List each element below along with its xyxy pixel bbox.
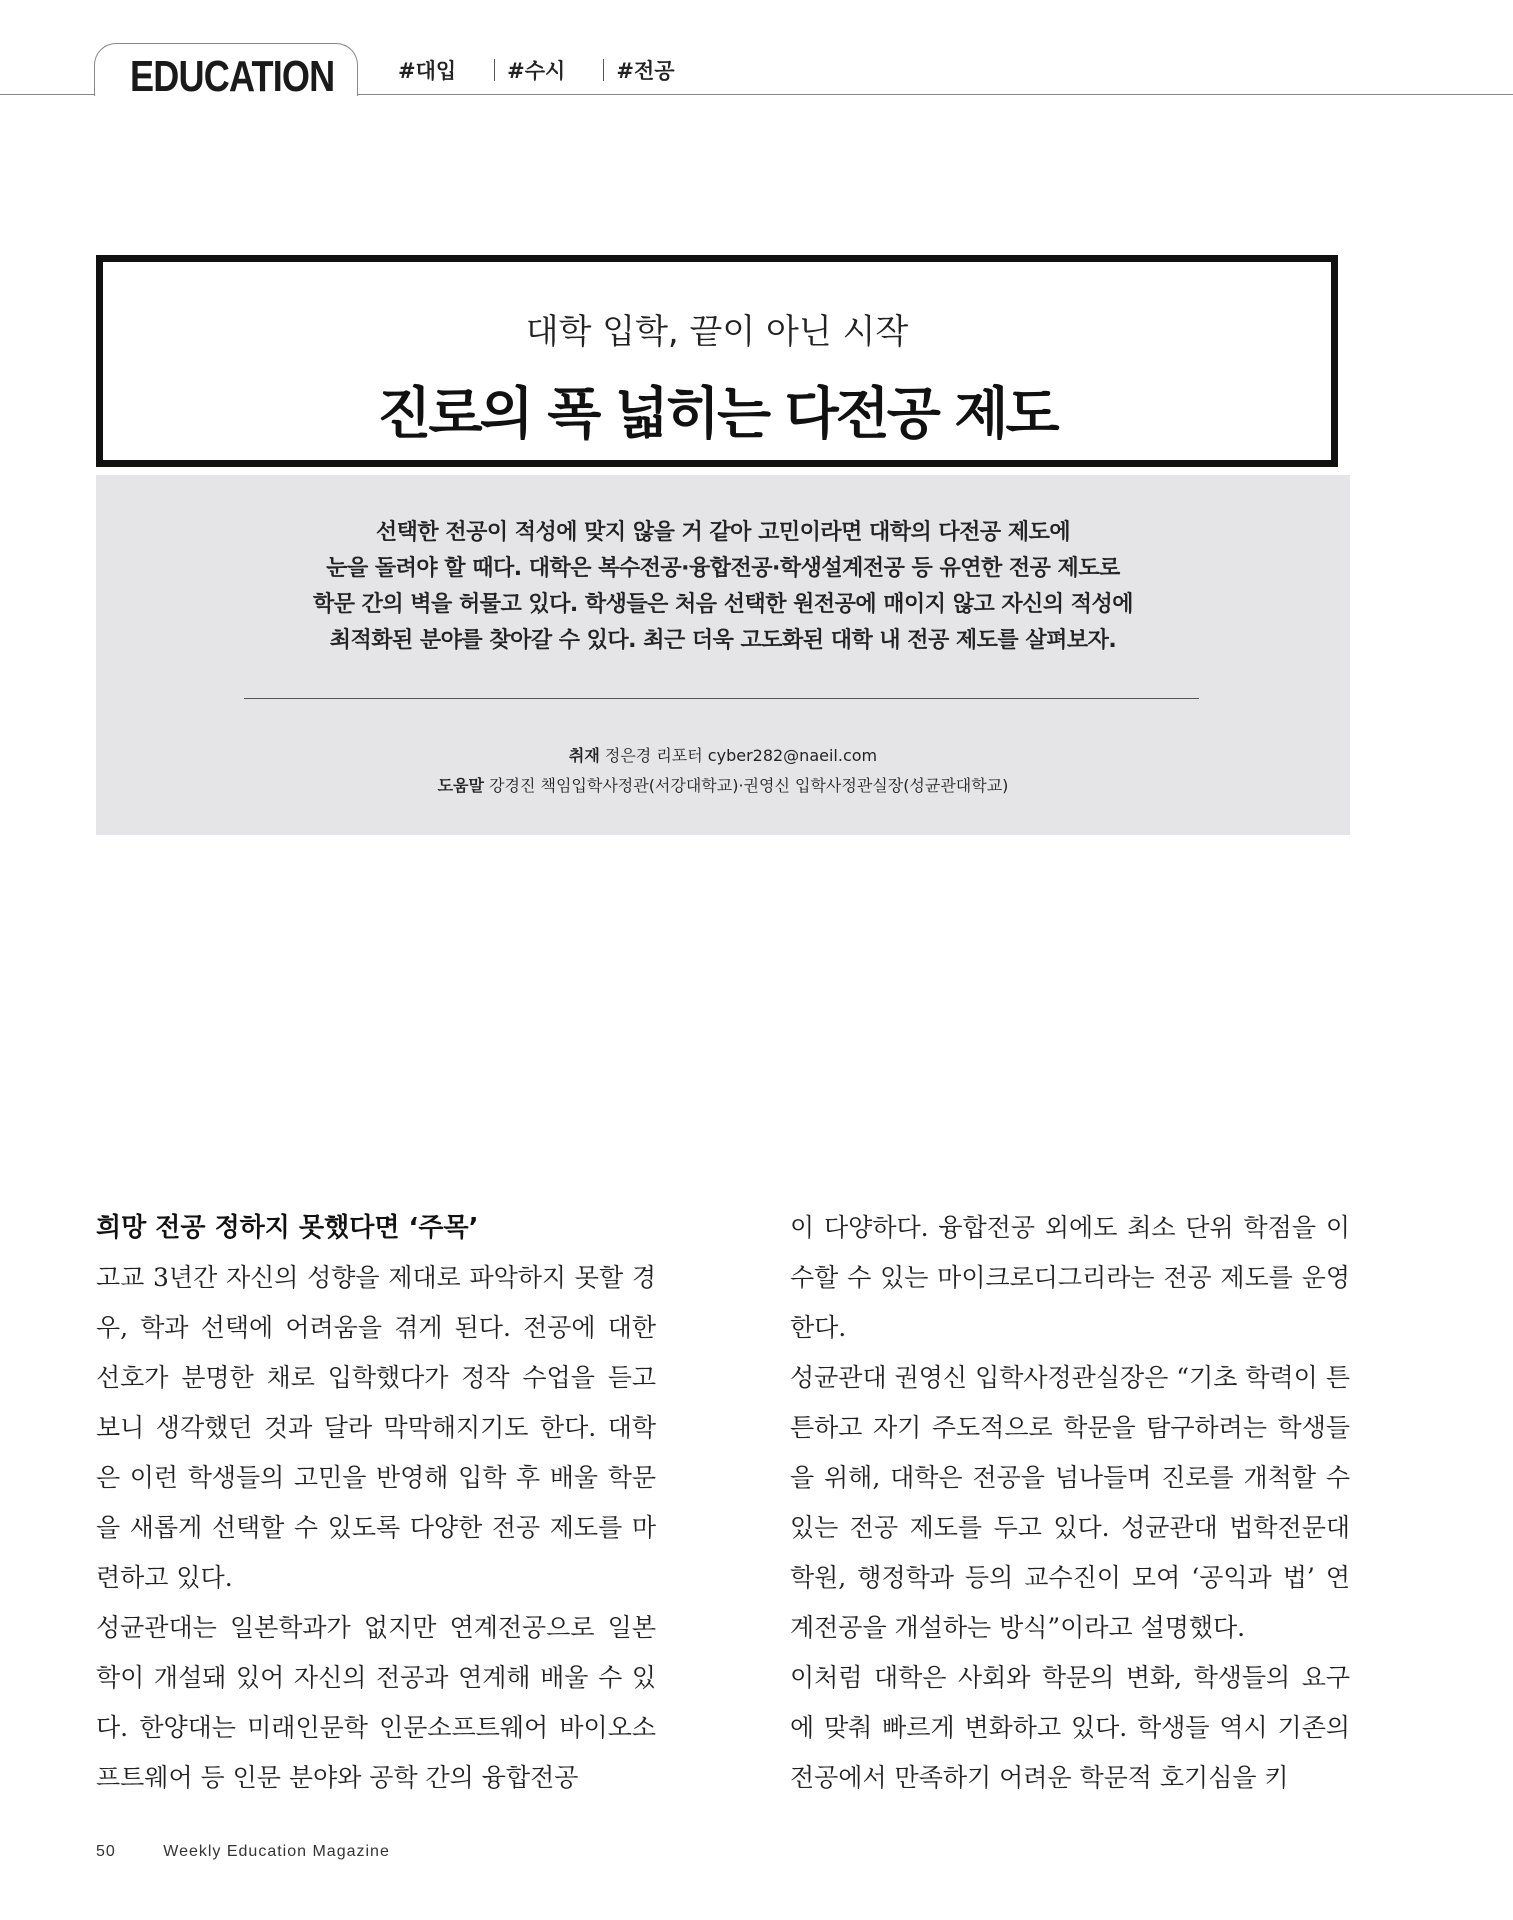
tag-list <box>398 55 713 85</box>
reporter-info: 정은경 리포터 cyber282@naeil.com <box>604 746 878 765</box>
page-number: 50 <box>96 1843 116 1860</box>
credits <box>96 741 1350 801</box>
body-column-right <box>790 1203 1350 1803</box>
lead-box <box>96 475 1350 835</box>
lead-line: 눈을 돌려야 할 때다. 대학은 복수전공·융합전공·학생설계전공 등 유연한 전공 제도로 <box>326 556 1120 581</box>
magazine-name: Weekly Education Magazine <box>163 1843 390 1860</box>
help-info: 강경진 책임입학사정관(서강대학교)·권영신 입학사정관실장(성균관대학교) <box>489 776 1009 795</box>
article-subtitle: 대학 입학, 끝이 아닌 시작 <box>525 312 909 352</box>
tag-divider <box>494 59 495 81</box>
page-footer <box>96 1843 390 1861</box>
body-paragraph: 성균관대는 일본학과가 없지만 연계전공으로 일본학이 개설돼 있어 자신의 전공과 연계해 배울 수 있다. 한양대는 미래인문학 인문소프트웨어 바이오소프트웨어 등 인문 분야와 공학 간의 융합전공 <box>96 1613 656 1792</box>
tag-item[interactable]: #전공 <box>616 59 675 83</box>
tag-item[interactable]: #수시 <box>507 59 566 83</box>
body-column-left <box>96 1203 656 1803</box>
reporter-credit <box>96 741 1350 771</box>
lead-text <box>96 515 1350 659</box>
body-paragraph: 고교 3년간 자신의 성향을 제대로 파악하지 못할 경우, 학과 선택에 어려움을 겪게 된다. 전공에 대한 선호가 분명한 채로 입학했다가 정작 수업을 듣고 보니 생각했던 것과 달라 막막해지기도 한다. 대학은 이런 학생들의 고민을 반영해 입학 후 배울 학문을 새롭게 선택할 수 있도록 다양한 전공 제도를 마련하고 있다. <box>96 1263 656 1592</box>
lead-line: 최적화된 분야를 찾아갈 수 있다. 최근 더욱 고도화된 대학 내 전공 제도를 살펴보자. <box>329 628 1117 653</box>
body-paragraph: 성균관대 권영신 입학사정관실장은 “기초 학력이 튼튼하고 자기 주도적으로 학문을 탐구하려는 학생들을 위해, 대학은 전공을 넘나들며 진로를 개척할 수 있는 전공 제도를 두고 있다. 성균관대 법학전문대학원, 행정학과 등의 교수진이 모여 ‘공익과 법’ 연계전공을 개설하는 방식”이라고 설명했다. <box>790 1363 1350 1642</box>
body-paragraph: 이 다양하다. 융합전공 외에도 최소 단위 학점을 이수할 수 있는 마이크로디그리라는 전공 제도를 운영한다. <box>790 1213 1350 1342</box>
reporter-label: 취재 <box>568 746 600 765</box>
lead-line: 선택한 전공이 적성에 맞지 않을 거 같아 고민이라면 대학의 다전공 제도에 <box>375 520 1071 545</box>
section-title: EDUCATION <box>130 52 335 101</box>
help-label: 도움말 <box>437 776 484 795</box>
section-heading: 희망 전공 정하지 못했다면 ‘주목’ <box>96 1213 479 1243</box>
tag-divider <box>603 59 604 81</box>
title-box <box>96 255 1338 467</box>
article-headline: 진로의 폭 넓히는 다전공 제도 <box>377 382 1057 447</box>
lead-line: 학문 간의 벽을 허물고 있다. 학생들은 처음 선택한 원전공에 매이지 않고 자신의 적성에 <box>312 592 1134 617</box>
body-paragraph: 이처럼 대학은 사회와 학문의 변화, 학생들의 요구에 맞춰 빠르게 변화하고 있다. 학생들 역시 기존의 전공에서 만족하기 어려운 학문적 호기심을 키 <box>790 1663 1350 1792</box>
tag-item[interactable]: #대입 <box>398 59 457 83</box>
lead-divider <box>244 698 1199 699</box>
help-credit <box>96 771 1350 801</box>
